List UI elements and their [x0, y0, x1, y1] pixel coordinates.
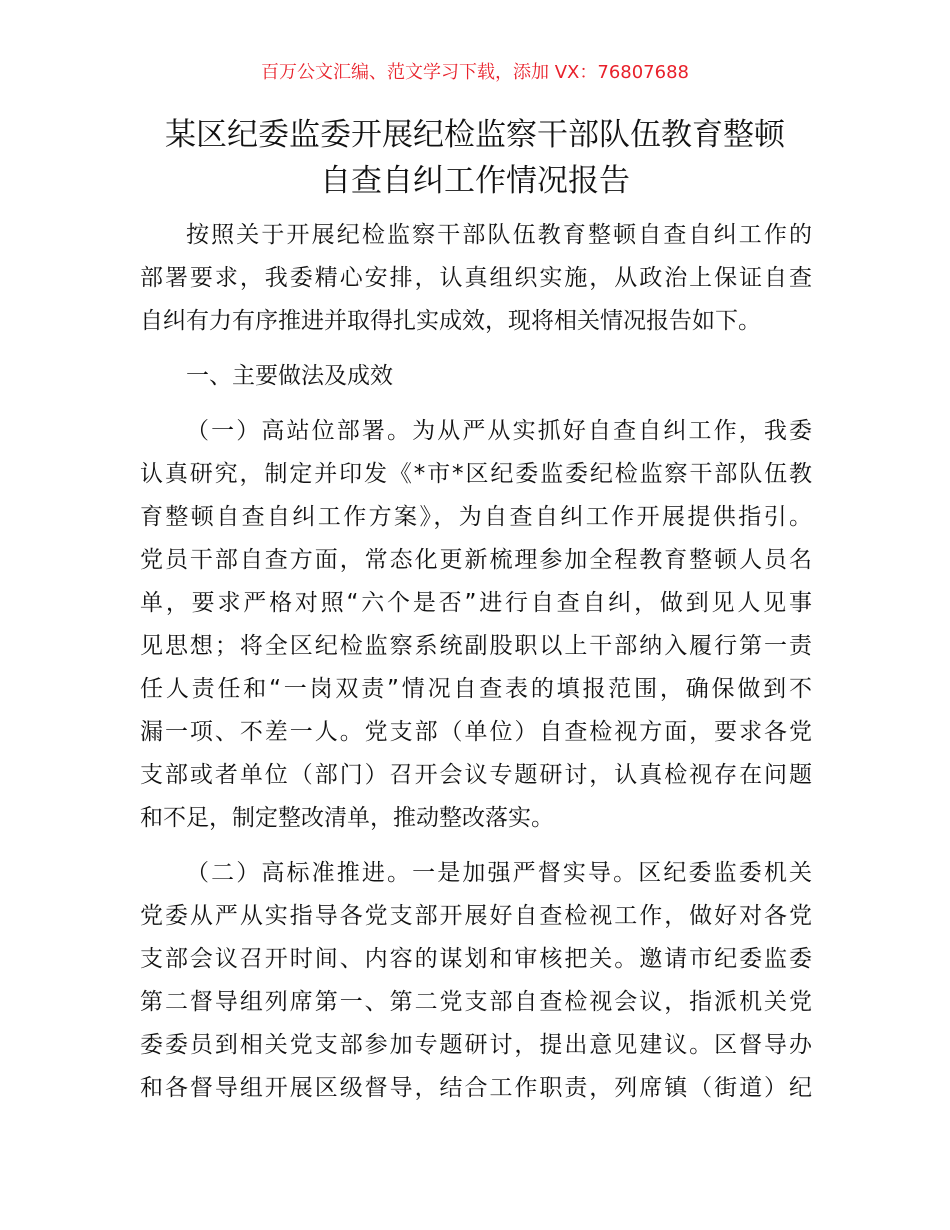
text-line: 部署要求，我委精心安排，认真组织实施，从政治上保证自查 [140, 265, 812, 291]
text-line: 和各督导组开展区级督导，结合工作职责，列席镇（街道）纪 [140, 1075, 812, 1101]
text-line: 育整顿自查自纠工作方案》，为自查自纠工作开展提供指引。 [140, 504, 812, 530]
paragraph [140, 852, 812, 1110]
text-line: 认真研究，制定并印发《*市*区纪委监委纪检监察干部队伍教 [140, 461, 812, 487]
text-line: 支部或者单位（部门）召开会议专题研讨，认真检视存在问题 [140, 762, 812, 788]
text-line: 漏一项、不差一人。党支部（单位）自查检视方面，要求各党 [140, 719, 812, 745]
text-line: 党员干部自查方面，常态化更新梳理参加全程教育整顿人员名 [140, 547, 812, 573]
text-line: 和不足，制定整改清单，推动整改落实。 [140, 805, 554, 831]
text-line: 一、主要做法及成效 [186, 363, 393, 389]
text-line: 委委员到相关党支部参加专题研讨，提出意见建议。区督导办 [140, 1032, 812, 1058]
text-line: （二）高标准推进。一是加强严督实导。区纪委监委机关 [186, 860, 812, 886]
paragraph [140, 214, 812, 343]
text-line: 支部会议召开时间、内容的谋划和审核把关。邀请市纪委监委 [140, 946, 812, 972]
paragraph [140, 410, 812, 840]
document-body [140, 214, 812, 1122]
text-line: 见思想；将全区纪检监察系统副股职以上干部纳入履行第一责 [140, 633, 812, 659]
text-line: 党委从严从实指导各党支部开展好自查检视工作，做好对各党 [140, 903, 812, 929]
text-line: 任人责任和“一岗双责”情况自查表的填报范围，确保做到不 [140, 676, 812, 702]
title-line: 某区纪委监委开展纪检监察干部队伍教育整顿 [165, 117, 785, 153]
section-heading [140, 355, 812, 398]
text-line: 按照关于开展纪检监察干部队伍教育整顿自查自纠工作的 [186, 222, 812, 248]
document-title [0, 112, 950, 204]
watermark-banner: 百万公文汇编、范文学习下载，添加 VX：76807688 [261, 62, 689, 83]
text-line: 单，要求严格对照“六个是否”进行自查自纠，做到见人见事 [140, 590, 812, 616]
text-line: 自纠有力有序推进并取得扎实成效，现将相关情况报告如下。 [140, 308, 761, 334]
title-line: 自查自纠工作情况报告 [320, 163, 630, 199]
text-line: （一）高站位部署。为从严从实抓好自查自纠工作，我委 [186, 418, 812, 444]
text-line: 第二督导组列席第一、第二党支部自查检视会议，指派机关党 [140, 989, 812, 1015]
